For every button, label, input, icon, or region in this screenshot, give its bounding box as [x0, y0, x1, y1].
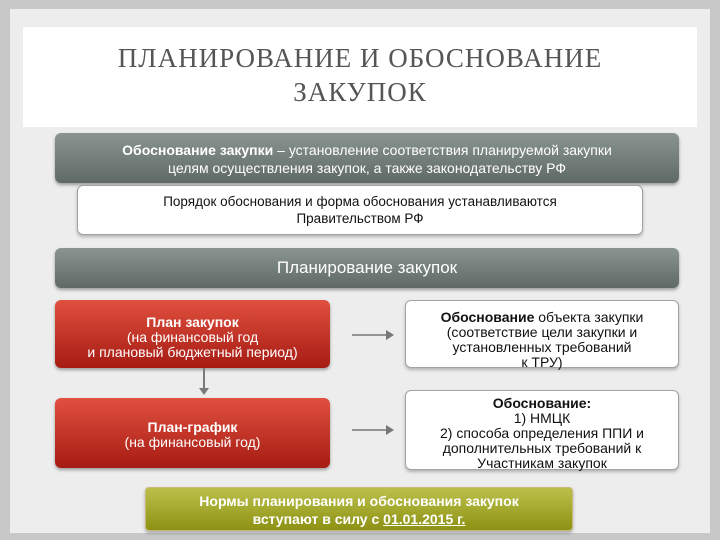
- order-line-1: Порядок обоснования и форма обоснования устанавливаются: [163, 194, 557, 209]
- justification-object-line-3: установленных требований: [452, 339, 632, 355]
- definition-line-1: [55, 141, 679, 159]
- right-arrow-icon-2: [350, 423, 396, 437]
- justification-list-title: [406, 396, 678, 411]
- footer-prefix: вступают в силу с: [252, 511, 384, 527]
- order-box: [77, 185, 643, 235]
- justification-object-rest: объекта закупки: [534, 309, 644, 325]
- definition-term: Обоснование закупки: [122, 142, 274, 158]
- order-line-2: Правительством РФ: [296, 211, 424, 226]
- footer-line-1: Нормы планирования и обоснования закупок: [199, 493, 519, 509]
- down-connector-line: [203, 368, 205, 390]
- justification-list-item-1: 1) НМЦК: [513, 410, 571, 426]
- title-line-1: ПЛАНИРОВАНИЕ И ОБОСНОВАНИЕ: [117, 43, 603, 73]
- planning-banner: Планирование закупок: [55, 248, 679, 288]
- plan-title-text: План закупок: [146, 314, 239, 330]
- justification-object-line-2: (соответствие цели закупки и: [446, 324, 638, 340]
- justification-list-item-4: Участникам закупок: [477, 455, 607, 471]
- schedule-title: [55, 420, 330, 435]
- definition-banner: [55, 133, 679, 183]
- title-box: [23, 27, 697, 127]
- plan-box: [55, 300, 330, 368]
- plan-line-2: (на финансовый год: [126, 329, 259, 345]
- definition-line-2: целям осуществления закупок, а также законодательству РФ: [168, 160, 566, 176]
- justification-list-item-2: 2) способа определения ППИ и: [439, 425, 645, 441]
- justification-list-item-3: дополнительных требований к: [442, 440, 642, 456]
- schedule-box: [55, 398, 330, 468]
- justification-list-title-text: Обоснование:: [492, 395, 592, 411]
- footer-note: [145, 487, 573, 531]
- plan-title: [55, 315, 330, 330]
- down-arrow-icon: [199, 388, 209, 395]
- footer-date: 01.01.2015 г.: [383, 511, 466, 527]
- right-arrow-icon: [350, 328, 396, 342]
- justification-list-box: [405, 390, 679, 470]
- schedule-line-2: (на финансовый год): [124, 434, 261, 450]
- schedule-title-text: План-график: [147, 419, 238, 435]
- title-line-2: ЗАКУПОК: [293, 77, 427, 107]
- plan-line-3: и плановый бюджетный период): [87, 344, 298, 360]
- footer-line-2: [146, 510, 572, 528]
- justification-object-term: Обоснование: [440, 309, 535, 325]
- justification-object-box: [405, 300, 679, 368]
- justification-object-line-4: к ТРУ): [521, 354, 563, 370]
- page-title: [23, 41, 697, 109]
- justification-object-line-1: [406, 310, 678, 325]
- definition-rest: – установление соответствия планируемой закупки: [273, 142, 612, 158]
